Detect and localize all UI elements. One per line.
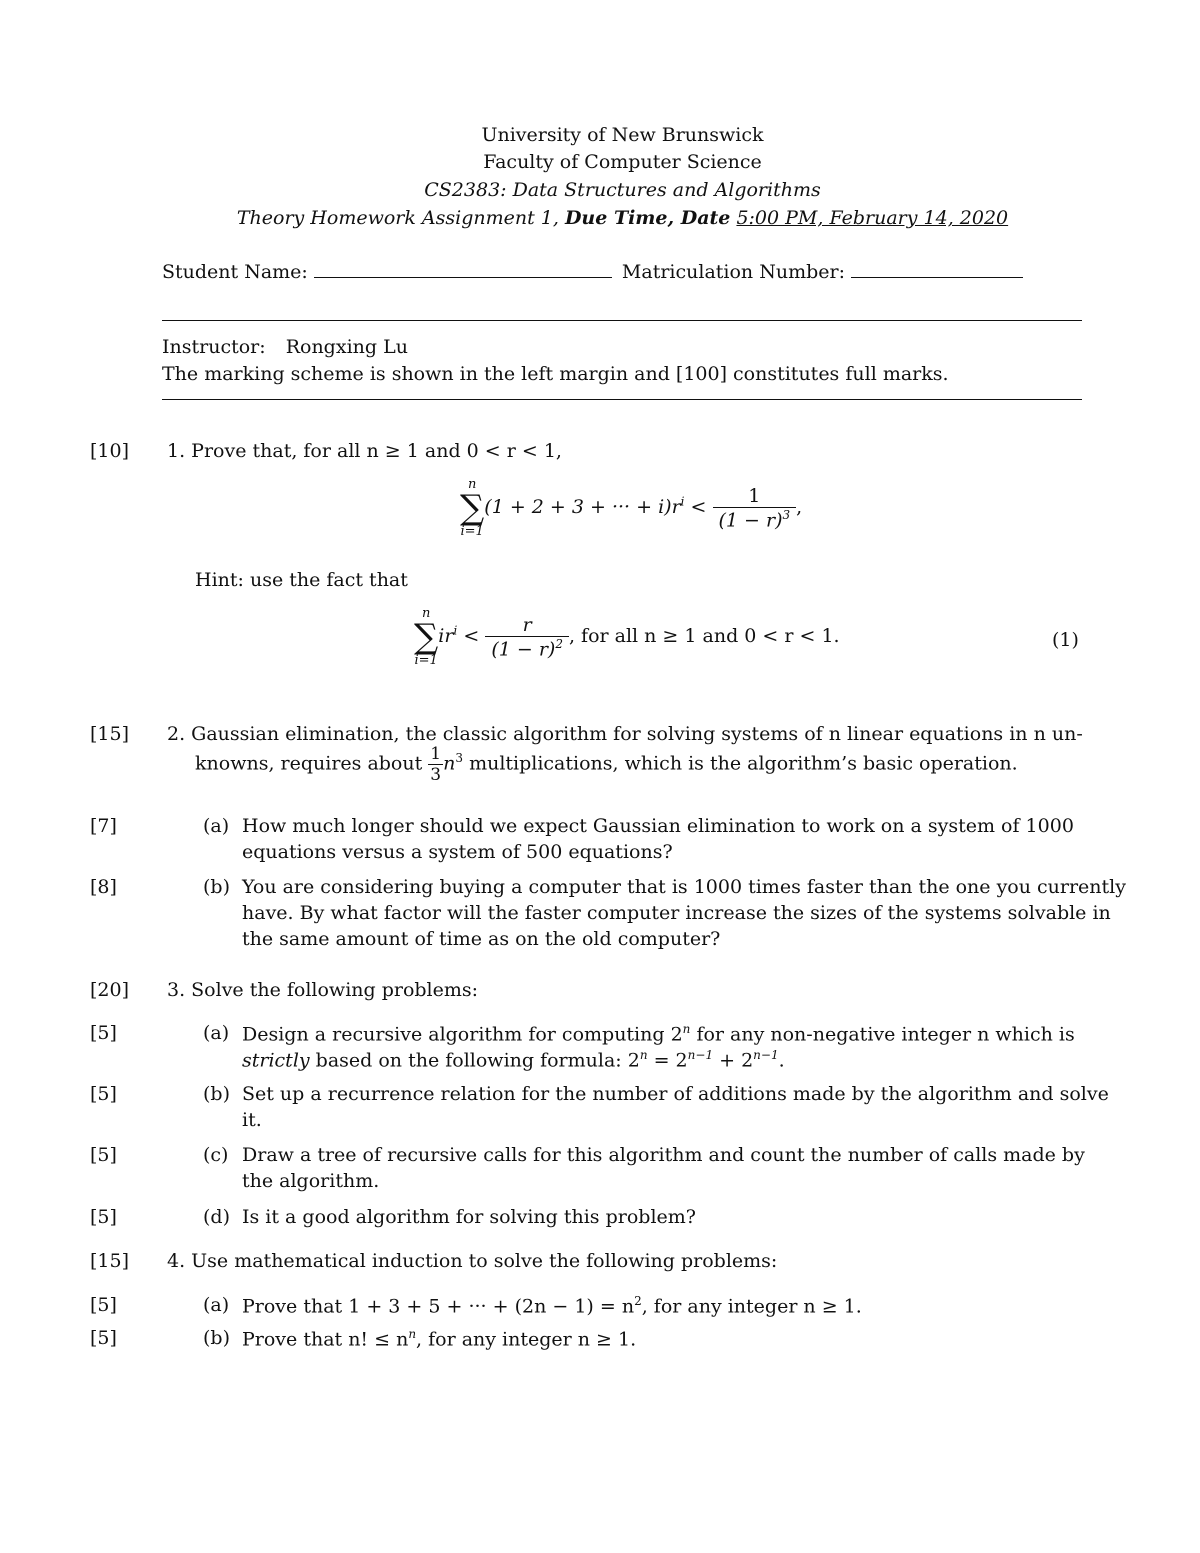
- hint-body: ir: [438, 625, 454, 647]
- matric-label: Matriculation Number:: [621, 261, 845, 283]
- instructor-label: Instructor:: [162, 336, 266, 358]
- q4a-mark: [5]: [90, 1294, 117, 1316]
- hint-den-base: (1 − r): [491, 638, 556, 661]
- matric-blank[interactable]: [851, 257, 1023, 278]
- q3c-mark: [5]: [90, 1144, 117, 1166]
- q3a-end: .: [778, 1049, 785, 1072]
- q1-den-base: (1 − r): [718, 509, 783, 532]
- q3a-mark: [5]: [90, 1022, 117, 1044]
- divider-top: [162, 320, 1082, 321]
- q1-formula: [460, 478, 802, 538]
- q2-line2-pre: knowns, requires about: [195, 752, 423, 775]
- q4a-post: , for any integer n ≥ 1.: [641, 1295, 862, 1318]
- q3a-line2: [242, 1048, 785, 1071]
- q3a-plus: + 2: [713, 1049, 754, 1072]
- equation-number: (1): [1052, 629, 1079, 651]
- hint-frac-num: r: [522, 613, 532, 636]
- q3a-exp1: n: [639, 1048, 648, 1062]
- q3d-mark: [5]: [90, 1206, 117, 1228]
- q4-text: 4. Use mathematical induction to solve the following problems:: [167, 1250, 778, 1272]
- q3c-label: (c): [203, 1144, 229, 1166]
- q3-mark: [20]: [90, 979, 130, 1001]
- marking-note: The marking scheme is shown in the left margin and [100] constitutes full marks.: [162, 363, 949, 385]
- hint-fraction: [485, 614, 569, 660]
- q2b-line3: the same amount of time as on the old computer?: [242, 928, 721, 950]
- q1-hint-formula: [414, 607, 840, 667]
- q1-hint-summation: [414, 607, 438, 667]
- q3-text: 3. Solve the following problems:: [167, 979, 479, 1001]
- q2b-mark: [8]: [90, 876, 117, 898]
- q3b-label: (b): [203, 1083, 230, 1105]
- q3b-line1: Set up a recurrence relation for the number of additions made by the algorithm and solve: [242, 1083, 1109, 1105]
- q4b-pre: Prove that n! ≤ n: [242, 1328, 409, 1351]
- q3c-line2: the algorithm.: [242, 1170, 380, 1192]
- instructor-name: Rongxing Lu: [285, 336, 408, 358]
- q2-line1: 2. Gaussian elimination, the classic algorithm for solving systems of n linear equations in n un-: [167, 723, 1083, 745]
- hint-exp: i: [453, 623, 458, 638]
- q3a-exp2: n−1: [687, 1048, 714, 1062]
- q3c-line1: Draw a tree of recursive calls for this algorithm and count the number of calls made by: [242, 1144, 1085, 1166]
- q1-sum-lower: i=1: [460, 524, 484, 539]
- q1-lt: <: [690, 496, 707, 518]
- q3a-label: (a): [203, 1022, 230, 1044]
- q3a-eq: = 2: [647, 1049, 688, 1072]
- q4a-exp: 2: [634, 1294, 642, 1308]
- q2-exp: 3: [455, 751, 464, 766]
- hint-sum-upper: n: [421, 606, 431, 621]
- q4a-label: (a): [203, 1294, 230, 1316]
- q1-sum-upper: n: [467, 477, 477, 492]
- q4b-label: (b): [203, 1327, 230, 1349]
- student-name-label: Student Name:: [162, 261, 308, 283]
- hint-sum-lower: i=1: [414, 653, 438, 668]
- hint-frac-den: [485, 636, 569, 660]
- student-line: [162, 257, 1023, 283]
- q2-mark: [15]: [90, 723, 130, 745]
- instructor-line: [162, 336, 408, 358]
- q1-den-exp: 3: [782, 507, 791, 522]
- student-name-blank[interactable]: [314, 257, 612, 278]
- q2b-line2: have. By what factor will the faster computer increase the sizes of the systems solvable in: [242, 902, 1111, 924]
- q4b-mark: [5]: [90, 1327, 117, 1349]
- q4b-line: [242, 1327, 636, 1350]
- q4b-exp: n: [408, 1327, 417, 1341]
- q2a-line2: equations versus a system of 500 equations?: [242, 841, 673, 863]
- q3a-line1: [242, 1022, 1075, 1045]
- q1-mark: [10]: [90, 440, 130, 462]
- sigma-symbol: ∑: [460, 488, 485, 528]
- assignment-prefix: Theory Homework Assignment 1,: [236, 207, 565, 229]
- q2b-line1: You are considering buying a computer that is 1000 times faster than the one you currently: [242, 876, 1126, 898]
- q1-frac-den: [713, 507, 797, 531]
- q3b-line2: it.: [242, 1109, 262, 1131]
- university-name: University of New Brunswick: [481, 124, 764, 146]
- due-label: Due Time, Date: [564, 207, 731, 229]
- q2-line2: [195, 744, 1018, 785]
- q1-fraction: [713, 485, 797, 531]
- q4a-pre: Prove that 1 + 3 + 5 + ··· + (2n − 1) = n: [242, 1295, 635, 1318]
- hint-den-exp: 2: [555, 636, 563, 651]
- course-title: CS2383: Data Structures and Algorithms: [424, 179, 821, 201]
- q3a-exp3: n−1: [753, 1048, 779, 1062]
- sigma-symbol: ∑: [414, 617, 439, 657]
- q1-hint: Hint: use the fact that: [195, 569, 408, 591]
- q2a-line1: How much longer should we expect Gaussian elimination to work on a system of 1000: [242, 815, 1074, 837]
- hint-tail: , for all n ≥ 1 and 0 < r < 1.: [568, 625, 840, 647]
- q2-fraction: [428, 744, 443, 785]
- q1-formula-body: (1 + 2 + 3 + ··· + i)r: [484, 496, 681, 518]
- q3d-line1: Is it a good algorithm for solving this problem?: [242, 1206, 696, 1228]
- q4-mark: [15]: [90, 1250, 130, 1272]
- q3a-l1-exp: n: [682, 1022, 691, 1036]
- due-value: 5:00 PM, February 14, 2020: [736, 207, 1009, 229]
- divider-bottom: [162, 399, 1082, 400]
- q3a-l2-pre: based on the following formula: 2: [309, 1049, 640, 1072]
- q2-n: n: [443, 752, 456, 775]
- faculty-name: Faculty of Computer Science: [483, 151, 762, 173]
- q4a-line: [242, 1294, 862, 1317]
- q1-summation: [460, 478, 484, 538]
- q2-frac-den: 3: [430, 765, 442, 785]
- q3a-l1-post: for any non-negative integer n which is: [690, 1023, 1075, 1046]
- assignment-line: [0, 207, 1200, 229]
- hint-lt: <: [463, 625, 480, 647]
- q2b-label: (b): [203, 876, 230, 898]
- q3d-label: (d): [203, 1206, 230, 1228]
- q1-formula-exp: i: [680, 494, 685, 509]
- q3a-strictly: strictly: [242, 1049, 310, 1072]
- q3b-mark: [5]: [90, 1083, 117, 1105]
- q4b-post: , for any integer n ≥ 1.: [416, 1328, 637, 1351]
- q2a-mark: [7]: [90, 815, 117, 837]
- q1-frac-num: 1: [748, 484, 761, 507]
- q2a-label: (a): [203, 815, 230, 837]
- q1-tail: ,: [796, 496, 803, 518]
- q2-line2-post: multiplications, which is the algorithm’s basic operation.: [469, 752, 1018, 775]
- q3a-l1-pre: Design a recursive algorithm for computing 2: [242, 1023, 683, 1046]
- q2-frac-num: 1: [430, 744, 442, 764]
- q1-text: 1. Prove that, for all n ≥ 1 and 0 < r < 1,: [167, 440, 562, 462]
